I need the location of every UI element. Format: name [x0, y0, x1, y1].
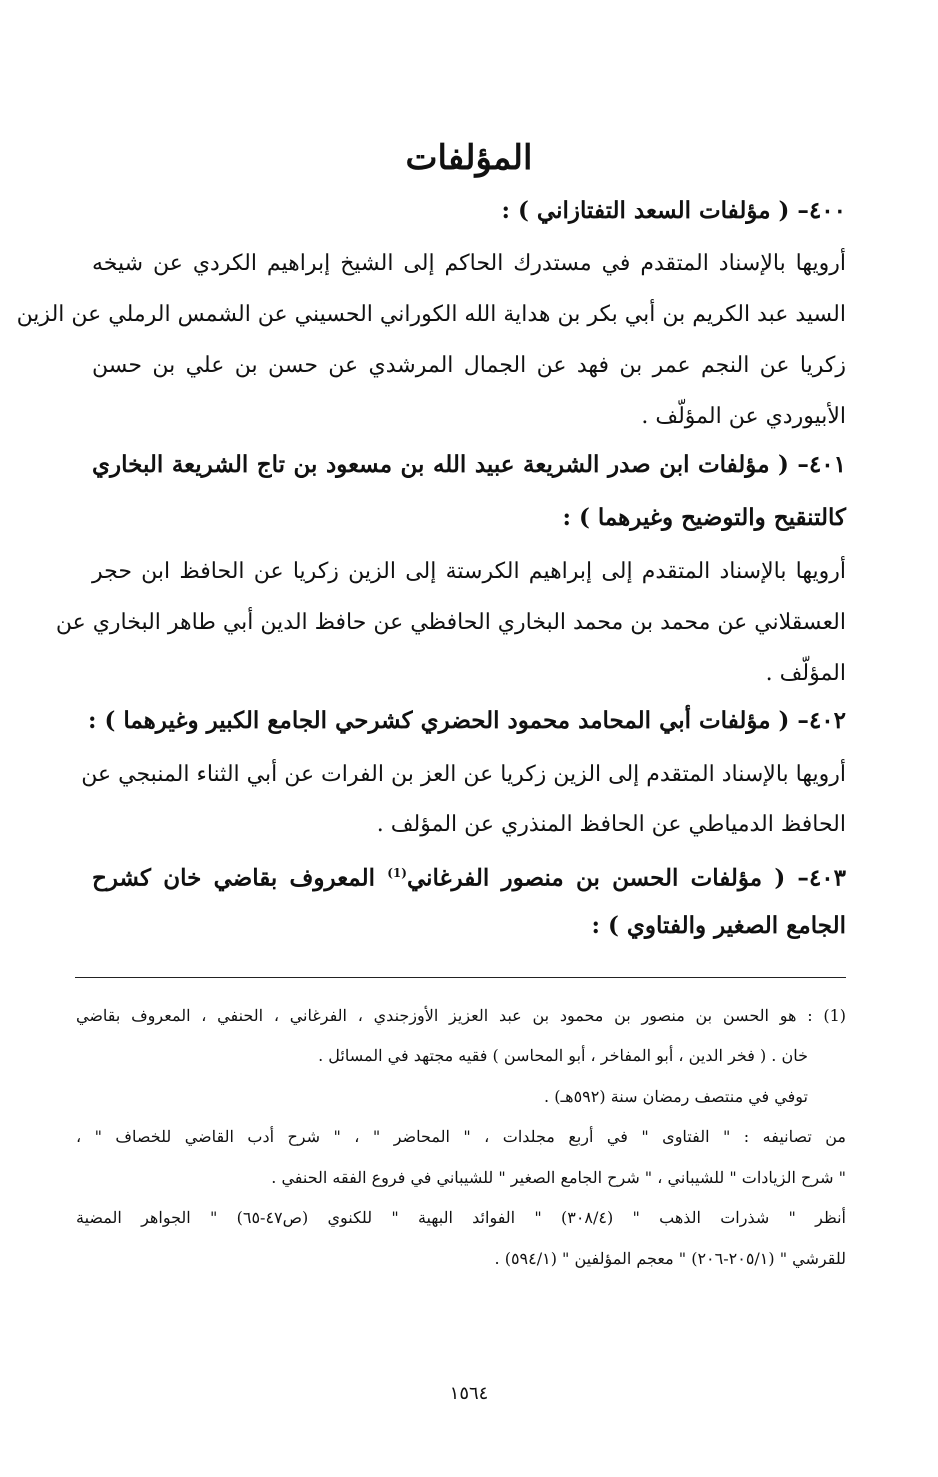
entry-403-title-cont: الجامع الصغير والفتاوي ) : — [591, 912, 846, 939]
entry-401-body-line: أرويها بالإسناد المتقدم إلى إبراهيم الكرستة إلى الزين زكريا عن الحافظ ابن حجر — [92, 559, 846, 584]
entry-402-title — [87, 706, 846, 736]
entry-number: ٤٠١ — [808, 451, 846, 478]
entry-400-body-line: الأبيوردي عن المؤلّف . — [641, 404, 846, 429]
page-heading: المؤلفات — [405, 138, 533, 178]
footnote-line — [76, 1004, 846, 1028]
entry-401-body-line: العسقلاني عن محمد بن محمد البخاري الحافظي عن حافظ الدين أبي طاهر البخاري عن — [55, 610, 846, 635]
footnote-reference: (1) — [387, 866, 407, 880]
entry-number: ٤٠٢ — [808, 707, 846, 734]
entry-401-title-cont: كالتنقيح والتوضيح وغيرهما ) : — [562, 504, 846, 531]
entry-title-text: – ( مؤلفات الحسن بن منصور الفرغاني — [406, 864, 809, 892]
entry-number: ٤٠٠ — [808, 197, 846, 224]
footnote-line: للقرشي " (٢٠٥/١-٢٠٦) " معجم المؤلفين " (٥٩٤/١) . — [494, 1249, 846, 1268]
entry-400-body-line: زكريا عن النجم عمر بن فهد عن الجمال المرشدي عن حسن بن علي بن حسن — [92, 353, 846, 378]
entry-401-title — [92, 450, 846, 480]
footnote-marker: (1) : — [807, 1006, 847, 1025]
entry-400-body-line: السيد عبد الكريم بن أبي بكر بن هداية الله الكوراني الحسيني عن الشمس الرملي عن الزين — [16, 302, 846, 327]
footnote-text: هو الحسن بن منصور بن محمود بن عبد العزيز الأوزجندي ، الفرغاني ، الحنفي ، المعروف بقاضي — [76, 1006, 797, 1025]
entry-title-text: – ( مؤلفات ابن صدر الشريعة عبيد الله بن مسعود بن تاج الشريعة البخاري — [92, 451, 809, 478]
entry-title-text: – ( مؤلفات السعد التفتازاني ) : — [501, 197, 809, 224]
entry-400-title — [92, 196, 846, 226]
entry-title-text: – ( مؤلفات أبي المحامد محمود الحضري كشرحي الجامع الكبير وغيرهما ) : — [87, 707, 809, 734]
footnote-line: أنظر " شذرات الذهب " (٣٠٨/٤) " الفوائد البهية " للكنوي (ص٤٧-٦٥) " الجواهر المضية — [76, 1208, 846, 1227]
footnote-line: من تصانيفه : " الفتاوى " في أربع مجلدات ، " المحاضر " ، " شرح أدب القاضي للخصاف " ، — [76, 1127, 846, 1146]
entry-title-rest: المعروف بقاضي خان كشرح — [92, 864, 388, 892]
entry-401-body-line: المؤلّف . — [765, 661, 846, 686]
footnote-line: خان . ( فخر الدين ، أبو المفاخر ، أبو المحاسن ) فقيه مجتهد في المسائل . — [318, 1046, 808, 1065]
footnote-line: توفي في منتصف رمضان سنة (٥٩٢هـ) . — [544, 1087, 808, 1106]
entry-402-body-line: أرويها بالإسناد المتقدم إلى الزين زكريا عن العز بن الفرات عن أبي الثناء المنبجي عن — [81, 762, 846, 787]
entry-402-body-line: الحافظ الدمياطي عن الحافظ المنذري عن المؤلف . — [376, 812, 846, 837]
footnote-separator — [75, 977, 846, 978]
footnote-line: " شرح الزيادات " للشيباني ، " شرح الجامع الصغير " للشيباني في فروع الفقه الحنفي . — [271, 1168, 846, 1187]
entry-400-body-line: أرويها بالإسناد المتقدم في مستدرك الحاكم إلى الشيخ إبراهيم الكردي عن شيخه — [92, 251, 846, 276]
page-number: ١٥٦٤ — [449, 1383, 489, 1404]
entry-number: ٤٠٣ — [808, 864, 846, 892]
entry-403-title — [92, 858, 846, 894]
